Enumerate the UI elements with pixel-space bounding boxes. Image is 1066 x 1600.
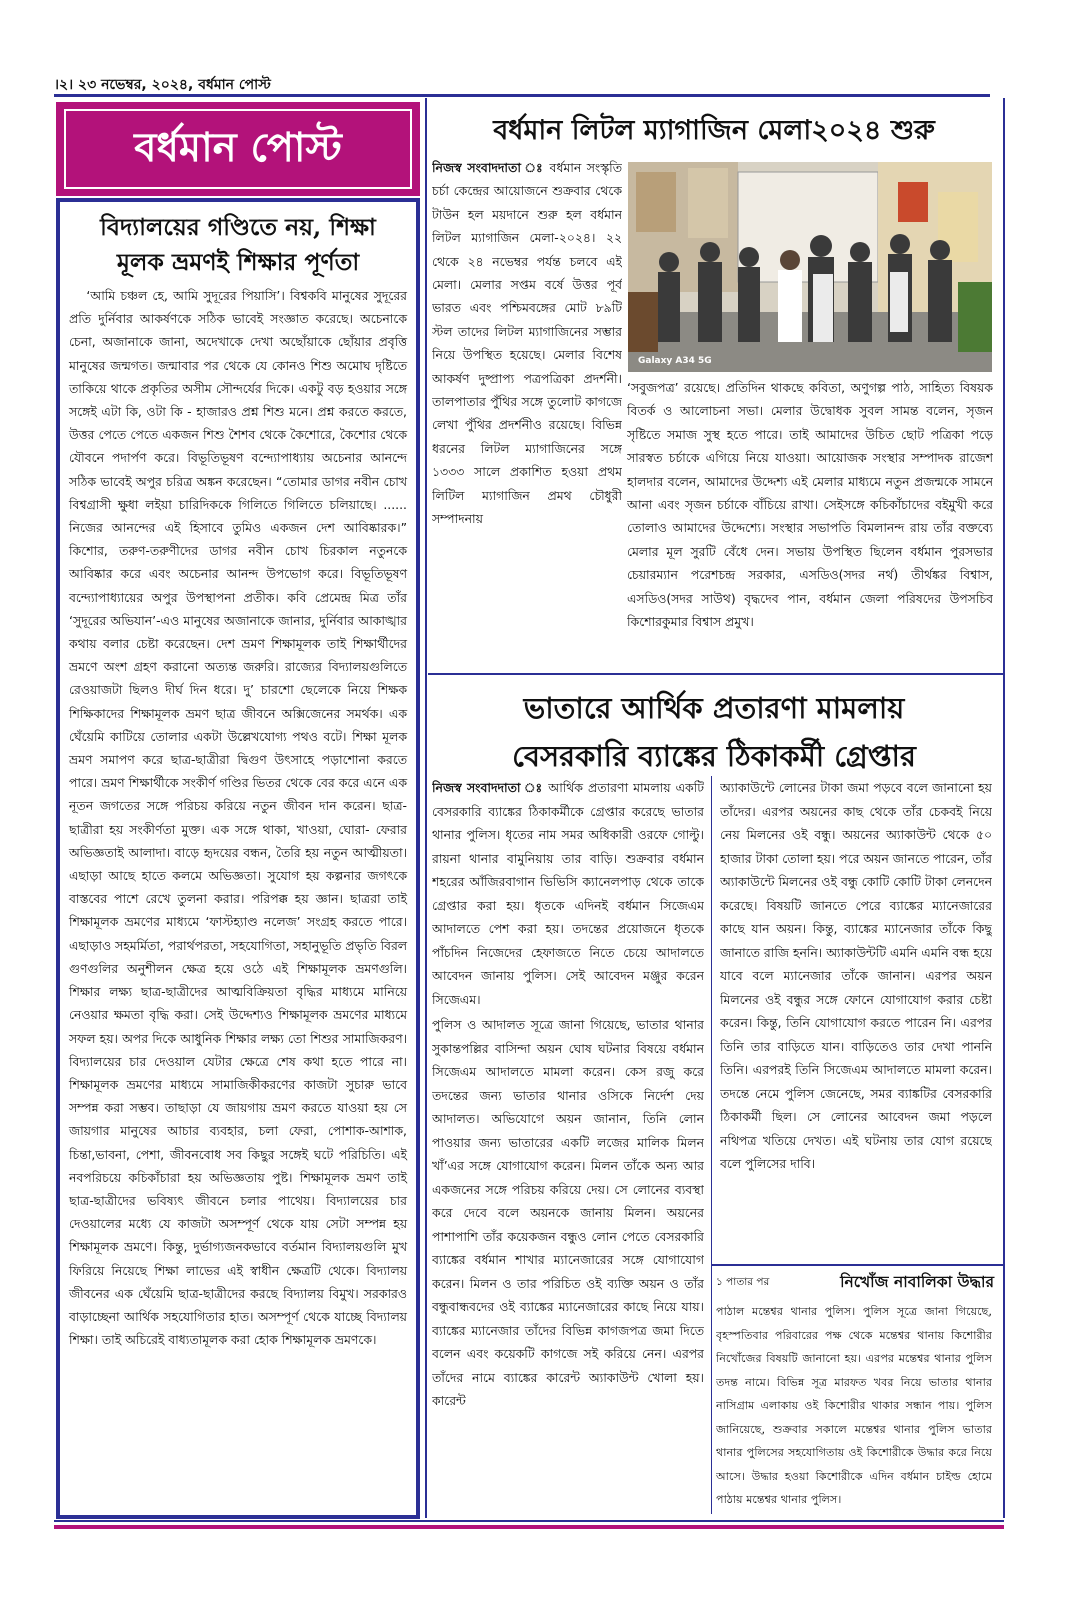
headline-line-1: বিদ্যালয়ের গণ্ডিতে নয়, শিক্ষা [100, 213, 376, 241]
masthead-title: বর্ধমান পোস্ট [134, 123, 342, 171]
article2-headline-line-2: বেসরকারি ব্যাঙ্কের ঠিকাকর্মী গ্রেপ্তার [512, 739, 916, 773]
box-continued-label: ১ পাতার পর [716, 1275, 770, 1288]
event-photo [628, 162, 992, 372]
article2-column-1 [432, 776, 704, 1514]
headline-line-2: মূলক ভ্রমণই শিক্ষার পূর্ণতা [116, 248, 360, 276]
article1-headline: বর্ধমান লিটল ম্যাগাজিন মেলা২০২৪ শুরু [493, 115, 935, 146]
masthead [56, 102, 420, 196]
article2-col1-text-b: পুলিস ও আদালত সূত্রে জানা গিয়েছে, ভাতার থানার সুকান্তপল্লির বাসিন্দা অয়ন ঘোষ ঘটনার বিষয়ে বর্ধমান সিজেএম আদালতে মামলা করেন। কেস রজু করে তদন্তের জন্য ভাতার থানার ওসিকে নির্দেশ দেয় আদালত। অভিযোগে অয়ন জানান, তিনি লোন পাওয়ার জন্য ভাতারের একটি লজের মালিক মিলন খাঁ’এর সঙ্গে যোগাযোগ করেন। মিলন তাঁকে অন্য আর একজনের সঙ্গে পরিচয় করিয়ে দেয়। সে লোনের ব্যবস্থা করে দেবে বলে অয়নকে জানায় মিলন। অয়নের পাশাপাশি তাঁর কয়েকজন বন্ধুও লোন পেতে বেসরকারি ব্যাঙ্কের বর্ধমান শাখার ম্যানেজারের সঙ্গে যোগাযোগ করেন। মিলন ও তার পরিচিত ওই ব্যক্তি অয়ন ও তাঁর বন্ধুবান্ধবদের ওই ব্যাঙ্কের ম্যানেজারের কাছে নিয়ে যায়। ব্যাঙ্কের ম্যানেজার তাঁদের বিভিন্ন কাগজপত্র জমা দিতে বলেন এবং কয়েকটি কাগজে সই করিয়ে নেন। এরপর তাঁদের নামে ব্যাঙ্কের কারেন্ট অ্যাকাউন্ট খোলা হয়। কারেন্ট [432, 1017, 704, 1408]
article-separator [428, 673, 1003, 675]
box-top-rule [712, 1264, 1003, 1266]
article2-byline: নিজস্ব সংবাদদাতা ঃ [432, 780, 544, 795]
article2-headline [430, 684, 998, 780]
article2-column-2: অ্যাকাউন্টে লোনের টাকা জমা পড়বে বলে জানানো হয় তাঁদের। এরপর অয়নের কাছ থেকে তাঁর চেকবই নিয়ে নেয় মিলনের ওই বন্ধু। অয়নের অ্যাকাউন্ট থেকে ৫০ হাজার টাকা তোলা হয়। পরে অয়ন জানতে পারেন, তাঁর অ্যাকাউন্টে মিলনের ওই বন্ধু কোটি কোটি টাকা লেনদেন করেছে। বিষয়টি জানতে পেরে ব্যাঙ্কের ম্যানেজারের কাছে যান অয়ন। কিন্তু, ব্যাঙ্কের ম্যানেজার তাঁকে কিছু জানাতে রাজি হননি। অ্যাকাউন্টটি এমনি এমনি বন্ধ হয়ে যাবে বলে ম্যানেজার তাঁকে জানান। এরপর অয়ন মিলনের ওই বন্ধুর সঙ্গে ফোনে যোগাযোগ করার চেষ্টা করেন। কিন্তু, তিনি যোগাযোগ করতে পারেন নি। এরপর তিনি তার বাড়িতে যান। বাড়িতেও তার দেখা পাননি তিনি। এরপরই তিনি সিজেএম আদালতে মামলা করেন। তদন্তে নেমে পুলিস জেনেছে, সমর ব্যাঙ্কটির বেসরকারি ঠিকাকর্মী ছিল। সে লোনের আবেদন জমা পড়লে নথিপত্র খতিয়ে দেখত। এই ঘটনায় তার যোগ রয়েছে বলে পুলিসের দাবি। [720, 780, 992, 1171]
photo-watermark: Galaxy A34 5G [638, 356, 712, 366]
box-header [716, 1268, 994, 1298]
masthead-frame [64, 109, 412, 189]
article2-column-divider [711, 776, 712, 1514]
article1-column [432, 156, 622, 666]
bottom-rule [54, 1520, 1004, 1522]
article1-byline: নিজস্ব সংবাদদাতা ঃ [432, 160, 545, 175]
event-photo-illustration [628, 162, 992, 372]
column-divider [425, 98, 427, 1518]
page-folio: ।২। ২৩ নভেম্বর, ২০২৪, বর্ধমান পোস্ট [54, 77, 271, 93]
article2-headline-line-1: ভাতারে আর্থিক প্রতারণা মামলায় [523, 691, 905, 725]
bottom-accent-rule [54, 1525, 1004, 1529]
article2-col1-text: আর্থিক প্রতারণা মামলায় একটি বেসরকারি ব্যাঙ্কের ঠিকাকর্মীকে গ্রেপ্তার করেছে ভাতার থানার পুলিস। ধৃতের নাম সমর অধিকারী ওরফে গোল্টু। রায়না থানার বামুনিয়ায় তার বাড়ি। শুক্রবার বর্ধমান শহরের আঁজিরবাগান ভিভিসি ক্যানেলপাড় থেকে তাকে গ্রেপ্তার করা হয়। ধৃতকে এদিনই বর্ধমান সিজেএম আদালতে পেশ করা হয়। তদন্তের প্রয়োজনে ধৃতকে পাঁচদিন নিজেদের হেফাজতে নিতে চেয়ে আদালতে আবেদন জানায় পুলিস। সেই আবেদন মঞ্জুর করেন সিজেএম। [432, 780, 704, 1007]
left-article-body: ‘আমি চঞ্চল হে, আমি সুদূরের পিয়াসি’। বিশ্বকবি মানুষের সুদূরের প্রতি দুর্নিবার আকর্ষণকে সঠিক ভাবেই সংজ্ঞাত করেছে। অচেনাকে চেনা, অজানাকে জানা, অদেখাকে দেখা অছোঁয়াকে ছোঁয়ার প্রবৃত্তি মানুষের জন্মগত। জন্মাবার পর থেকে যে কোনও শিশু অমোঘ দৃষ্টিতে তাকিয়ে থাকে প্রকৃতির অসীম সৌন্দর্যের দিকে। একটু বড় হওয়ার সঙ্গে সঙ্গেই এটা কি, ওটা কি - হাজারও প্রশ্ন শিশু মনে। প্রশ্ন করতে করতে, উত্তর পেতে পেতে একজন শিশু শৈশব থেকে কৈশোরে, কৈশোর থেকে যৌবনে পদার্পণ করে। বিভূতিভূষণ বন্দ্যোপাধ্যায় অচেনার আনন্দে সঠিক ভাবেই অপুর চরিত্র অঙ্কন করেছেন। “তোমার ডাগর নবীন চোখ বিশ্বগ্রাসী ক্ষুধা লইয়া চারিদিককে গিলিতে গিলিতে চলিয়াছে। ...... নিজের আনন্দের এই হিসাবে তুমিও একজন দেশ আবিষ্কারক।” কিশোর, তরুণ-তরুণীদের ডাগর নবীন চোখ চিরকাল নতুনকে আবিষ্কার করে এবং অচেনার আনন্দ উপভোগ করে। বিভূতিভূষণ বন্দ্যোপাধ্যায়ের অপুর উপস্থাপনা প্রতীক। কবি প্রেমেন্দ্র মিত্র তাঁর ‘সুদূরের অভিযান’-এও মানুষের অজানাকে জানার, দুর্নিবার আকাঙ্খার কথায় বলার চেষ্টা করেছেন। দেশ ভ্রমণ শিক্ষামূলক তাই শিক্ষার্থীদের ভ্রমণে অংশ গ্রহণ করানো অত্যন্ত জরুরি। রাজ্যের বিদ্যালয়গুলিতে রেওয়াজটা ছিলও দীর্ঘ দিন ধরে। দু’ চারশো ছেলেকে নিয়ে শিক্ষক শিক্ষিকাদের শিক্ষামূলক ভ্রমণ ছাত্র জীবনে অক্সিজেনের সমর্থক। এক ঘেঁয়েমি কাটিয়ে তোলার একটা উল্লেখযোগ্য পথও বটে। শিক্ষা মূলক ভ্রমণ সমাপণ করে ছাত্র-ছাত্রীরা দ্বিগুণ উৎসাহে পড়াশোনা করতে পারে। ভ্রমণ শিক্ষার্থীকে সংকীর্ণ গণ্ডির ভিতর থেকে বের করে এনে এক নূতন জগতের সঙ্গে পরিচয় করিয়ে নতুন জীবন দান করেন। ছাত্র-ছাত্রীরা হয় সংকীর্ণতা মুক্ত। এক সঙ্গে থাকা, খাওয়া, ঘোরা- ফেরার অভিজ্ঞতাই আলাদা। বাড়ে হৃদয়ের বন্ধন, তৈরি হয় নতুন আত্মীয়তা। এছাড়া আছে হাতে কলমে অভিজ্ঞতা। সুযোগ হয় কল্পনার জগৎকে বাস্তবের পাশে রেখে তুলনা করার। পরিপক্ক হয় জ্ঞান। ছাত্ররা তাই শিক্ষামূলক ভ্রমণের মাধ্যমে ‘ফাস্টহ্যাণ্ড নলেজ’ সংগ্রহ করতে পারে। এছাড়াও সহমর্মিতা, পরার্থপরতা, সহযোগিতা, সহানুভূতি প্রভৃতি বিরল গুণগুলির অনুশীলন ক্ষেত্র হয়ে ওঠে এই শিক্ষামূলক ভ্রমণগুলি। শিক্ষার লক্ষ্য ছাত্র-ছাত্রীদের আত্মবিক্রিয়তা বৃদ্ধির মাধ্যমে মানিয়ে নেওয়ার ক্ষমতা বৃদ্ধি করা। সেই উদ্দেশ্যও শিক্ষামূলক ভ্রমণের মাধ্যমে সফল হয়। অপর দিকে আধুনিক শিক্ষার লক্ষ্য তো শিশুর সামাজিকরণ। বিদ্যালয়ের চার দেওয়াল যেটার ক্ষেত্রে শেষ কথা হতে পারে না। শিক্ষামূলক ভ্রমণের মাধ্যমে সামাজিকীকরণের কাজটা সুচারু ভাবে সম্পন্ন করা সম্ভব। তাছাড়া যে জায়গায় ভ্রমণ করতে যাওয়া হয় সে জায়গার মানুষের আচার ব্যবহার, চলা ফেরা, পোশাক-আশাক, চিন্তা,ভাবনা, পেশা, জীবনবোধ সব কিছুর সঙ্গেই ঘটে পরিচিতি। এই নবপরিচয়ে কচিকাঁচারা হয় অভিজ্ঞতায় পুষ্ট। শিক্ষামূলক ভ্রমণ তাই ছাত্র-ছাত্রীদের ভবিষ্যৎ জীবনে চলার পাথেয়। বিদ্যালয়ের চার দেওয়ালের মধ্যে যে কাজটা অসম্পূর্ণ থেকে যায় সেটা সম্পন্ন হয় শিক্ষামূলক ভ্রমণে। কিন্তু, দুর্ভাগ্যজনকভাবে বর্তমান বিদ্যালয়গুলি মুখ ফিরিয়ে নিয়েছে শিক্ষা লাভের এই স্বাধীন ক্ষেত্রটি থেকে। বিদ্যালয় জীবনের এক ঘেঁয়েমি ছাত্র-ছাত্রীদের করছে বিদ্যালয় বিমুখ। সরকারও বাড়াচ্ছেনা আর্থিক সহযোগিতার হাত। অসম্পূর্ণ থেকে যাচ্ছে বিদ্যালয় শিক্ষা। তাই অচিরেই বাধ্যতামূলক করা হোক শিক্ষামূলক ভ্রমণকে। [69, 288, 407, 1348]
left-article-headline [60, 202, 416, 284]
article1-col1-text: বর্ধমান সংস্কৃতি চর্চা কেন্দ্রের আয়োজনে শুক্রবার থেকে টাউন হল ময়দানে শুরু হল বর্ধমান লিটল ম্যাগাজিন মেলা-২০২৪। ২২ থেকে ২৪ নভেম্বর পর্যন্ত চলবে এই মেলা। মেলার সপ্তম বর্ষে উত্তর পূর্ব ভারত এবং পশ্চিমবঙ্গের মোট ৮৯টি স্টল তাদের লিটল ম্যাগাজিনের সম্ভার নিয়ে উপস্থিত হয়েছে। মেলার বিশেষ আকর্ষণ দুষ্প্রাপ্য পত্রপত্রিকা প্রদর্শনী। তালপাতার পুঁথির সঙ্গে তুলোট কাগজে লেখা পুঁথির প্রদর্শনীও রয়েছে। বিভিন্ন ধরনের লিটল ম্যাগাজিনের সঙ্গে ১৩৩৩ সালে প্রকাশিত হওয়া প্রথম লিটিল ম্যাগাজিন প্রমথ চৌধুরী সম্পাদনায় [432, 160, 622, 527]
box-body: পাঠাল মন্তেশ্বর থানার পুলিস। পুলিস সূত্রে জানা গিয়েছে, বৃহস্পতিবার পরিবারের পক্ষ থেকে মন্তেশ্বর থানায় কিশোরীর নিখোঁজের বিষয়টি জানানো হয়। এরপর মন্তেশ্বর থানার পুলিস তদন্ত নামে। বিভিন্ন সূত্র মারফত খবর নিয়ে ভাতার থানার নাসিগ্রাম এলাকায় ওই কিশোরীর থাকার সন্ধান পায়। পুলিস জানিয়েছে, শুক্রবার সকালে মন্তেশ্বর থানার পুলিস ভাতার থানার পুলিসের সহযোগিতায় ওই কিশোরীকে উদ্ধার করে নিয়ে আসে। উদ্ধার হওয়া কিশোরীকে এদিন বর্ধমান চাইল্ড হোমে পাঠায় মন্তেশ্বর থানার পুলিস। [716, 1305, 992, 1506]
left-article [56, 198, 420, 1519]
top-rule [54, 94, 990, 97]
article1-right-text: ‘সবুজপত্র’ রয়েছে। প্রতিদিন থাকছে কবিতা, অণুগল্প পাঠ, সাহিত্য বিষয়ক বিতর্ক ও আলোচনা সভা। মেলার উদ্বোধক সুবল সামন্ত বলেন, সৃজন সৃষ্টিতে সমাজ সুস্থ হতে পারে। তাই আমাদের উচিত ছোট পত্রিকা পড়ে সারস্বত চর্চাকে এগিয়ে নিয়ে যাওয়া। আয়োজক সংস্থার সম্পাদক রাজেশ হালদার বলেন, আমাদের উদ্দেশ্য এই মেলার মাধ্যমে নতুন প্রজন্মকে সামনে আনা এবং সৃজন চর্চাকে বাঁচিয়ে রাখা। সেইসঙ্গে কচিকাঁচাদের বইমুখী করে তোলাও আমাদের উদ্দেশ্যে। সংস্থার সভাপতি বিমলানন্দ রায় তাঁর বক্তব্যে মেলার মূল সুরটি বেঁধে দেন। সভায় উপস্থিত ছিলেন বর্ধমান পুরসভার চেয়ারম্যান পরেশচন্দ্র সরকার, এসডিও(সদর নর্থ) তীর্থঙ্কর বিশ্বাস, এসডিও(সদর সাউথ) বৃদ্ধদেব পান, বর্ধমান জেলা পরিষদের উপসচিব কিশোরকুমার বিশ্বাস প্রমুখ। [627, 380, 993, 630]
column-divider-right [1003, 98, 1005, 1518]
box-title: নিখোঁজ নাবালিকা উদ্ধার [840, 1272, 994, 1291]
